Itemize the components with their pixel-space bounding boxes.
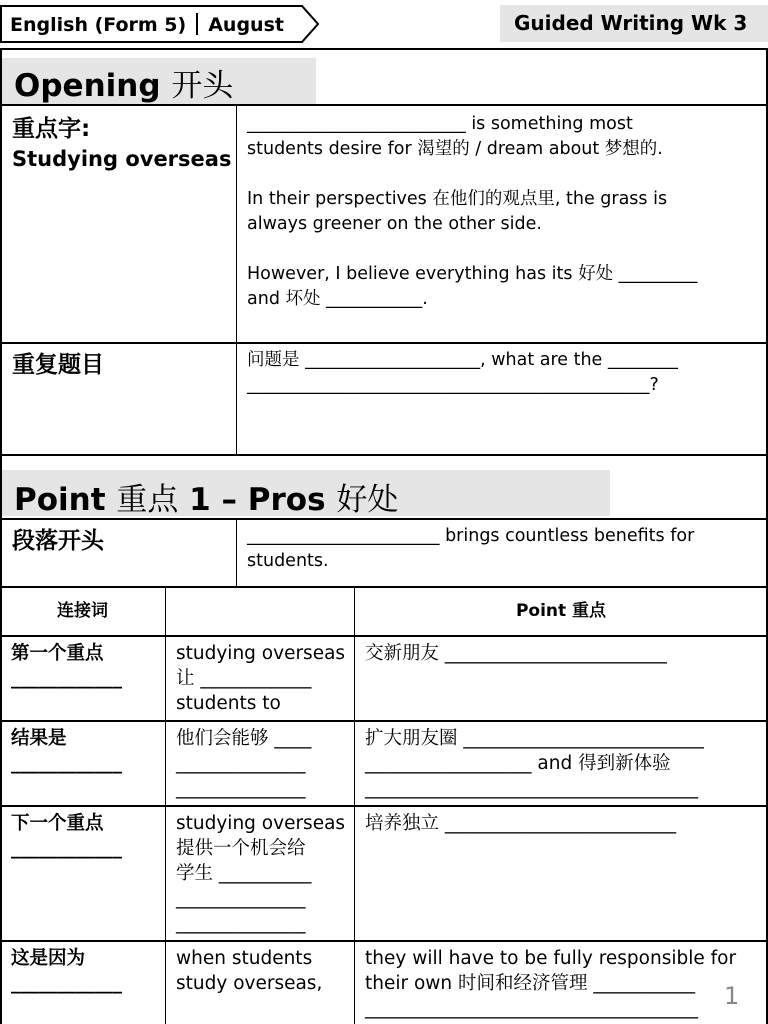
keyword-value: Studying overseas [12, 147, 232, 171]
opening-text-cell [247, 112, 697, 342]
opening-heading [2, 58, 316, 104]
connector-cell [11, 811, 122, 940]
table-row [0, 720, 768, 805]
middle-line: studying overseas [176, 643, 346, 664]
page-number: 1 [724, 982, 740, 1010]
repeat-question-row [0, 342, 768, 454]
point-line: 培养独立 _________________________ [365, 813, 677, 834]
table-row [0, 635, 768, 720]
repeat-line: ______________________________________________? [247, 375, 659, 395]
middle-line: ______________ [176, 778, 306, 799]
point1-title: Point [14, 482, 106, 518]
point1-title-cn: 重点 [116, 482, 179, 518]
point-cell [365, 641, 667, 720]
middle-line: ______________ [176, 753, 306, 774]
connector-word: 下一个重点 [11, 813, 104, 834]
middle-cell [176, 946, 322, 1024]
worksheet-title: Guided Writing Wk 3 [500, 5, 768, 42]
middle-line: when students [176, 948, 313, 969]
point-line: 交新朋友 ________________________ [365, 643, 667, 664]
paragraph-line: students. [247, 551, 329, 571]
header-subject-tag [0, 5, 320, 43]
keyword-cell [12, 114, 231, 342]
header-divider [196, 13, 198, 35]
middle-line: 提供一个机会给 [176, 838, 306, 859]
opening-line: In their perspectives 在他们的观点里, the grass is [247, 189, 668, 209]
point-line: they will have to be fully responsible for [365, 948, 737, 969]
point-cell [365, 946, 736, 1024]
connector-word: 这是因为 [11, 948, 86, 969]
paragraph-opener-text [247, 524, 694, 586]
connector-blank: ____________ [11, 668, 122, 689]
middle-line: ______________ [176, 913, 306, 934]
connector-cell [11, 641, 122, 720]
connector-cell [11, 946, 122, 1024]
table-row [0, 940, 768, 1024]
paragraph-opener-row [0, 518, 768, 586]
subject-label: English (Form 5) [10, 14, 187, 36]
month-label: August [208, 14, 284, 36]
table-header-row [0, 586, 768, 635]
connector-blank: ____________ [11, 753, 122, 774]
connector-word: 第一个重点 [11, 643, 104, 664]
opening-line: students desire for 渴望的 / dream about 梦想的. [247, 139, 663, 159]
paragraph-line: ______________________ brings countless benefits for [247, 526, 695, 546]
opening-line: always greener on the other side. [247, 214, 542, 234]
opening-line: _________________________ is something most [247, 114, 633, 134]
middle-line: ______________ [176, 888, 306, 909]
repeat-question-text [247, 348, 678, 454]
point1-title-cn2: 好处 [336, 482, 399, 518]
middle-cell [176, 811, 345, 940]
point-line: __________________ and 得到新体验 [365, 753, 671, 774]
point-line: 扩大朋友圈 __________________________ [365, 728, 704, 749]
point1-title-rest: 1 – Pros [189, 482, 326, 518]
middle-cell [176, 726, 311, 805]
keyword-label: 重点字: [12, 116, 91, 142]
paragraph-opener-label: 段落开头 [12, 528, 104, 554]
connector-word: 结果是 [11, 728, 67, 749]
connector-cell [11, 726, 122, 805]
point-line: their own 时间和经济管理 ___________ [365, 973, 696, 994]
connector-blank: ____________ [11, 973, 122, 994]
column-header-connector: 连接词 [57, 601, 108, 621]
connector-blank: ____________ [11, 838, 122, 859]
opening-line: and 坏处 ___________. [247, 289, 428, 309]
middle-line: study overseas, [176, 973, 323, 994]
opening-title: Opening [14, 68, 161, 104]
opening-line: However, I believe everything has its 好处 _________ [247, 264, 698, 284]
point1-heading [2, 470, 610, 516]
middle-line: 他们会能够 ____ [176, 728, 312, 749]
point-cell [365, 726, 704, 805]
point-line: ____________________________________ [365, 778, 698, 799]
column-header-middle [165, 596, 354, 635]
middle-line: 让 ____________ [176, 668, 312, 689]
middle-cell [176, 641, 345, 720]
middle-line: students to [176, 693, 281, 714]
opening-title-cn: 开头 [171, 68, 234, 104]
repeat-line: 问题是 ____________________, what are the ________ [247, 350, 678, 370]
point-line: ____________________________________ [365, 998, 698, 1019]
opening-keyword-row [0, 104, 768, 342]
middle-line: studying overseas [176, 813, 346, 834]
table-row [0, 805, 768, 940]
column-header-point: Point 重点 [515, 601, 607, 621]
middle-line: 学生 __________ [176, 863, 312, 884]
point-cell [365, 811, 676, 940]
repeat-question-label: 重复题目 [12, 352, 104, 378]
